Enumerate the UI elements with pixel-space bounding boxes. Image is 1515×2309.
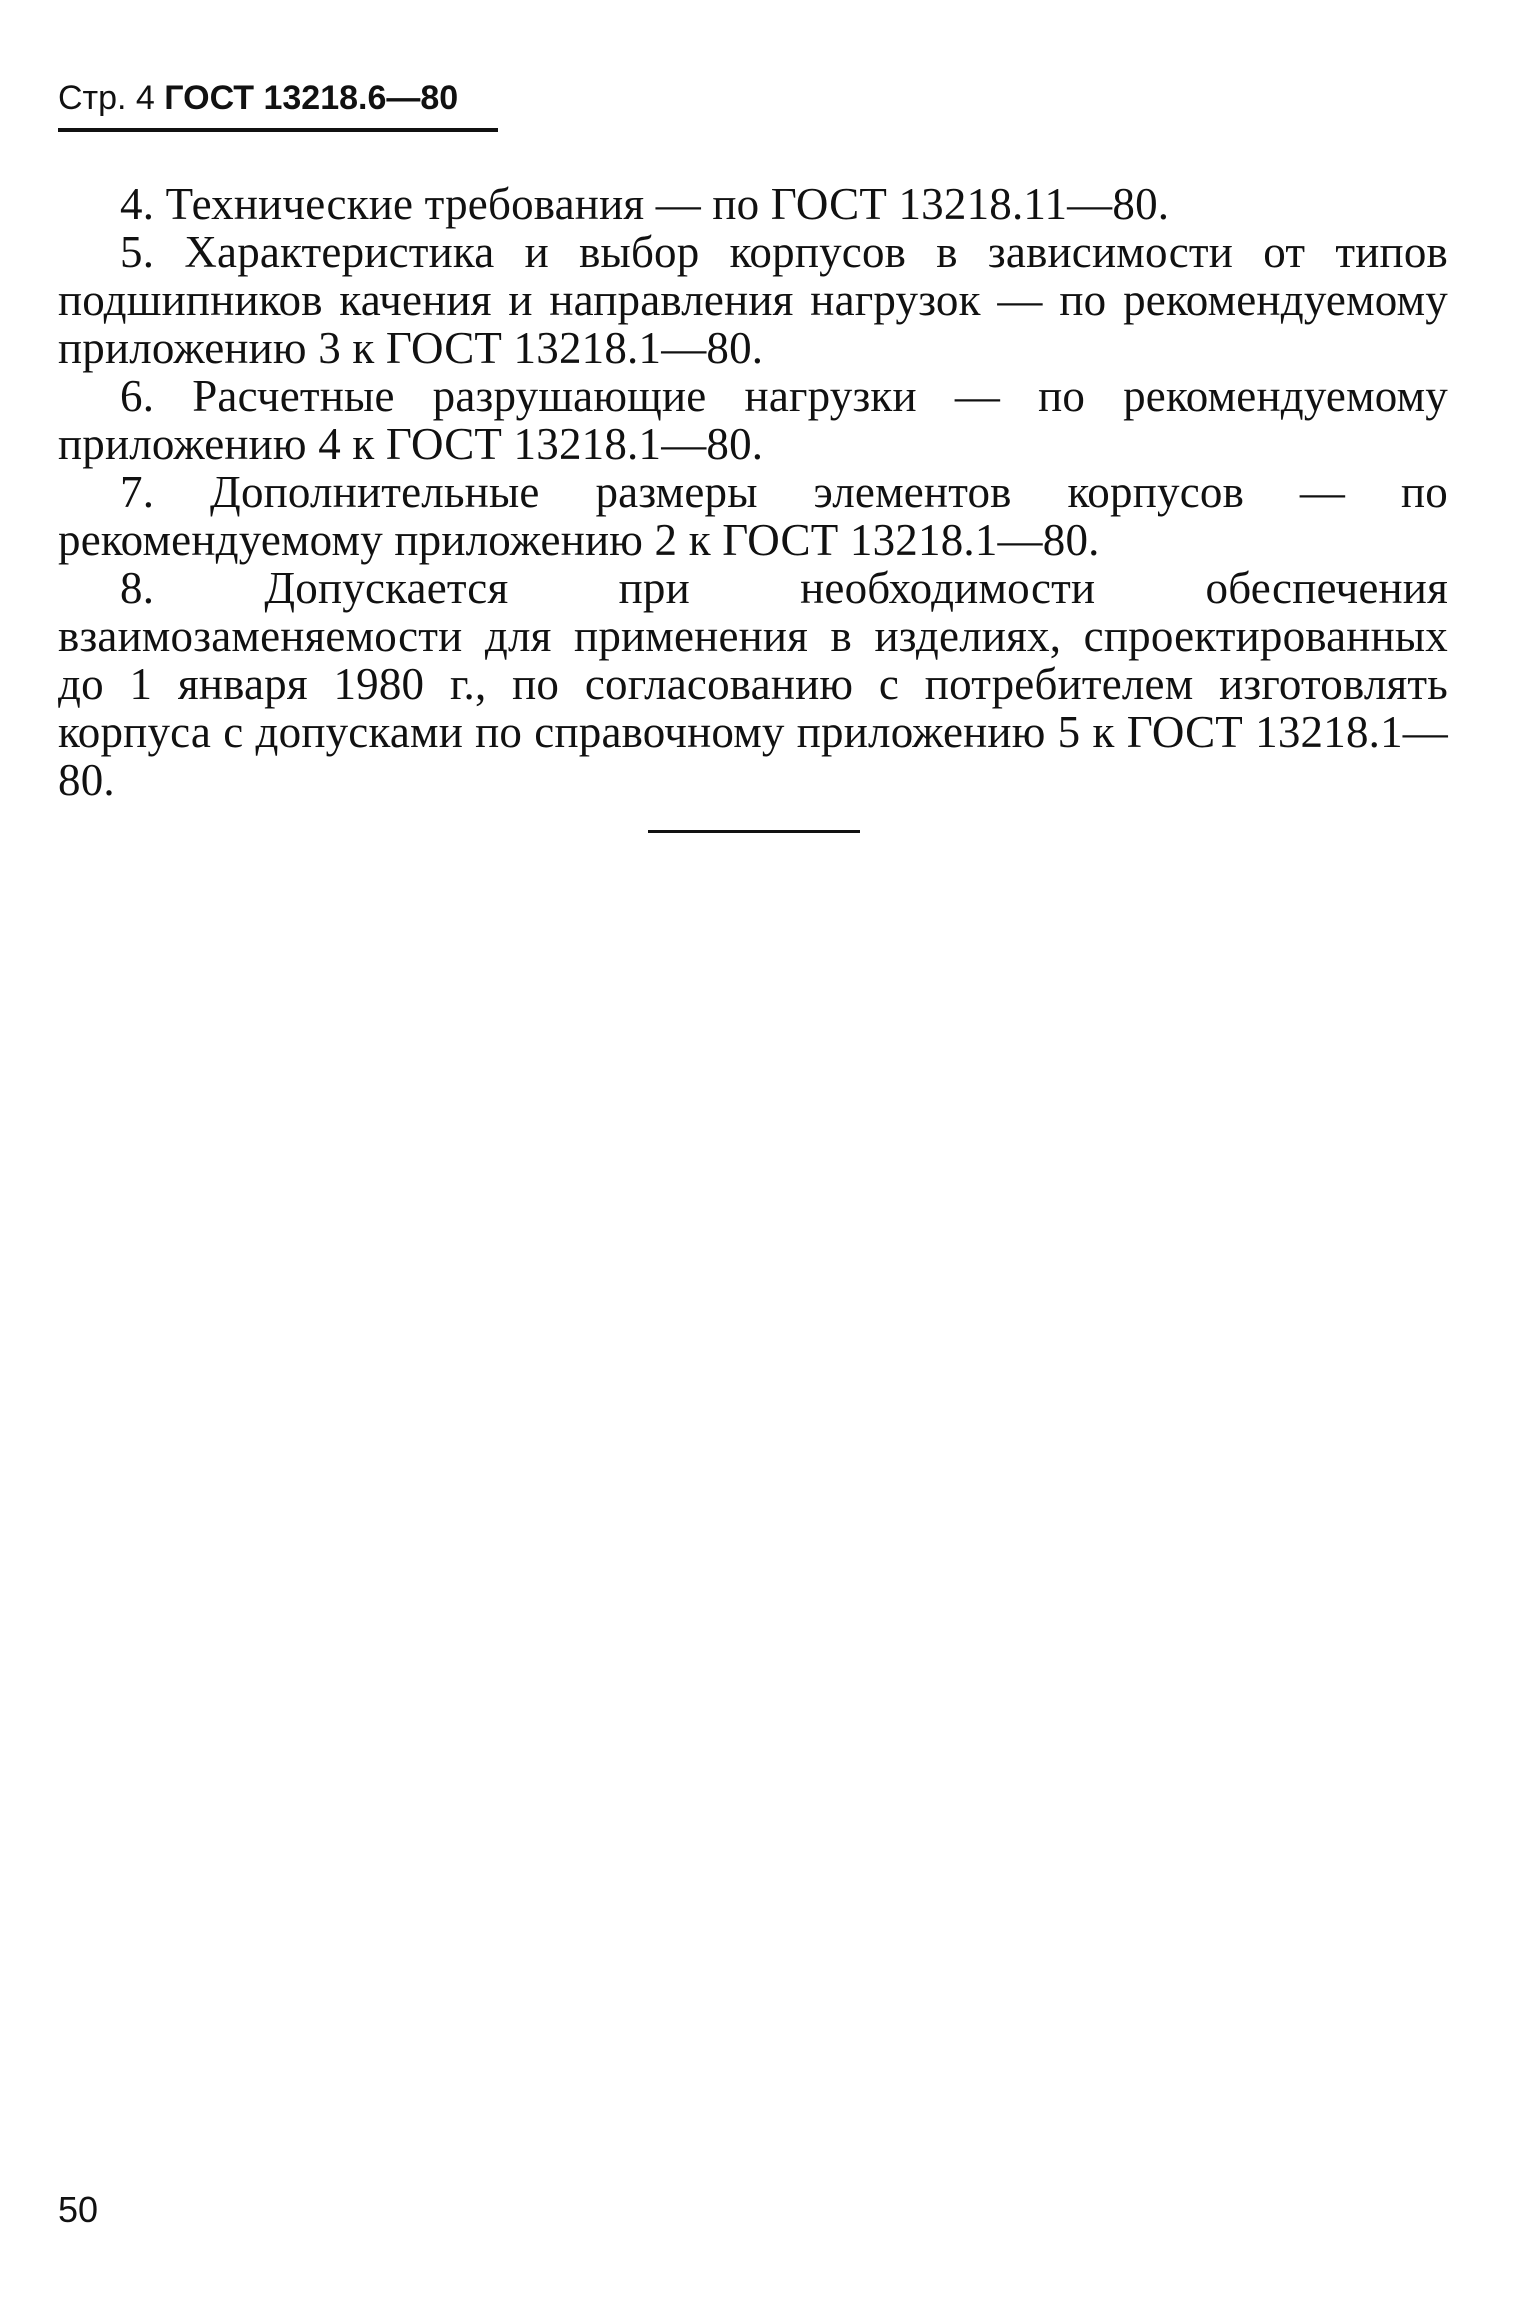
section-divider [648, 830, 860, 833]
document-body [58, 180, 1448, 804]
paragraph-item-6: 6. Расчетные разрушающие нагрузки — по рекомендуемому приложению 4 к ГОСТ 13218.1—80. [58, 371, 1448, 469]
page-number: 50 [58, 2189, 99, 2230]
page-label: Стр. 4 [58, 79, 155, 117]
paragraph-item-4: 4. Технические требования — по ГОСТ 13218.11—80. [120, 179, 1170, 229]
page-header [58, 70, 498, 132]
paragraph-item-8: 8. Допускается при необходимости обеспечения взаимозаменяемости для применения в изделиях, спроектированных до 1 января 1980 г., по согласованию с потребителем изготовлять корпуса с допусками по справочному приложению 5 к ГОСТ 13218.1—80. [58, 563, 1448, 805]
standard-code: ГОСТ 13218.6—80 [164, 79, 459, 117]
paragraph-item-5: 5. Характеристика и выбор корпусов в зависимости от типов подшипников качения и направления нагрузок — по рекомендуемому приложению 3 к ГОСТ 13218.1—80. [58, 227, 1448, 373]
paragraph-item-7: 7. Дополнительные размеры элементов корпусов — по рекомендуемому приложению 2 к ГОСТ 13218.1—80. [58, 467, 1448, 565]
page-header-text [58, 78, 458, 118]
